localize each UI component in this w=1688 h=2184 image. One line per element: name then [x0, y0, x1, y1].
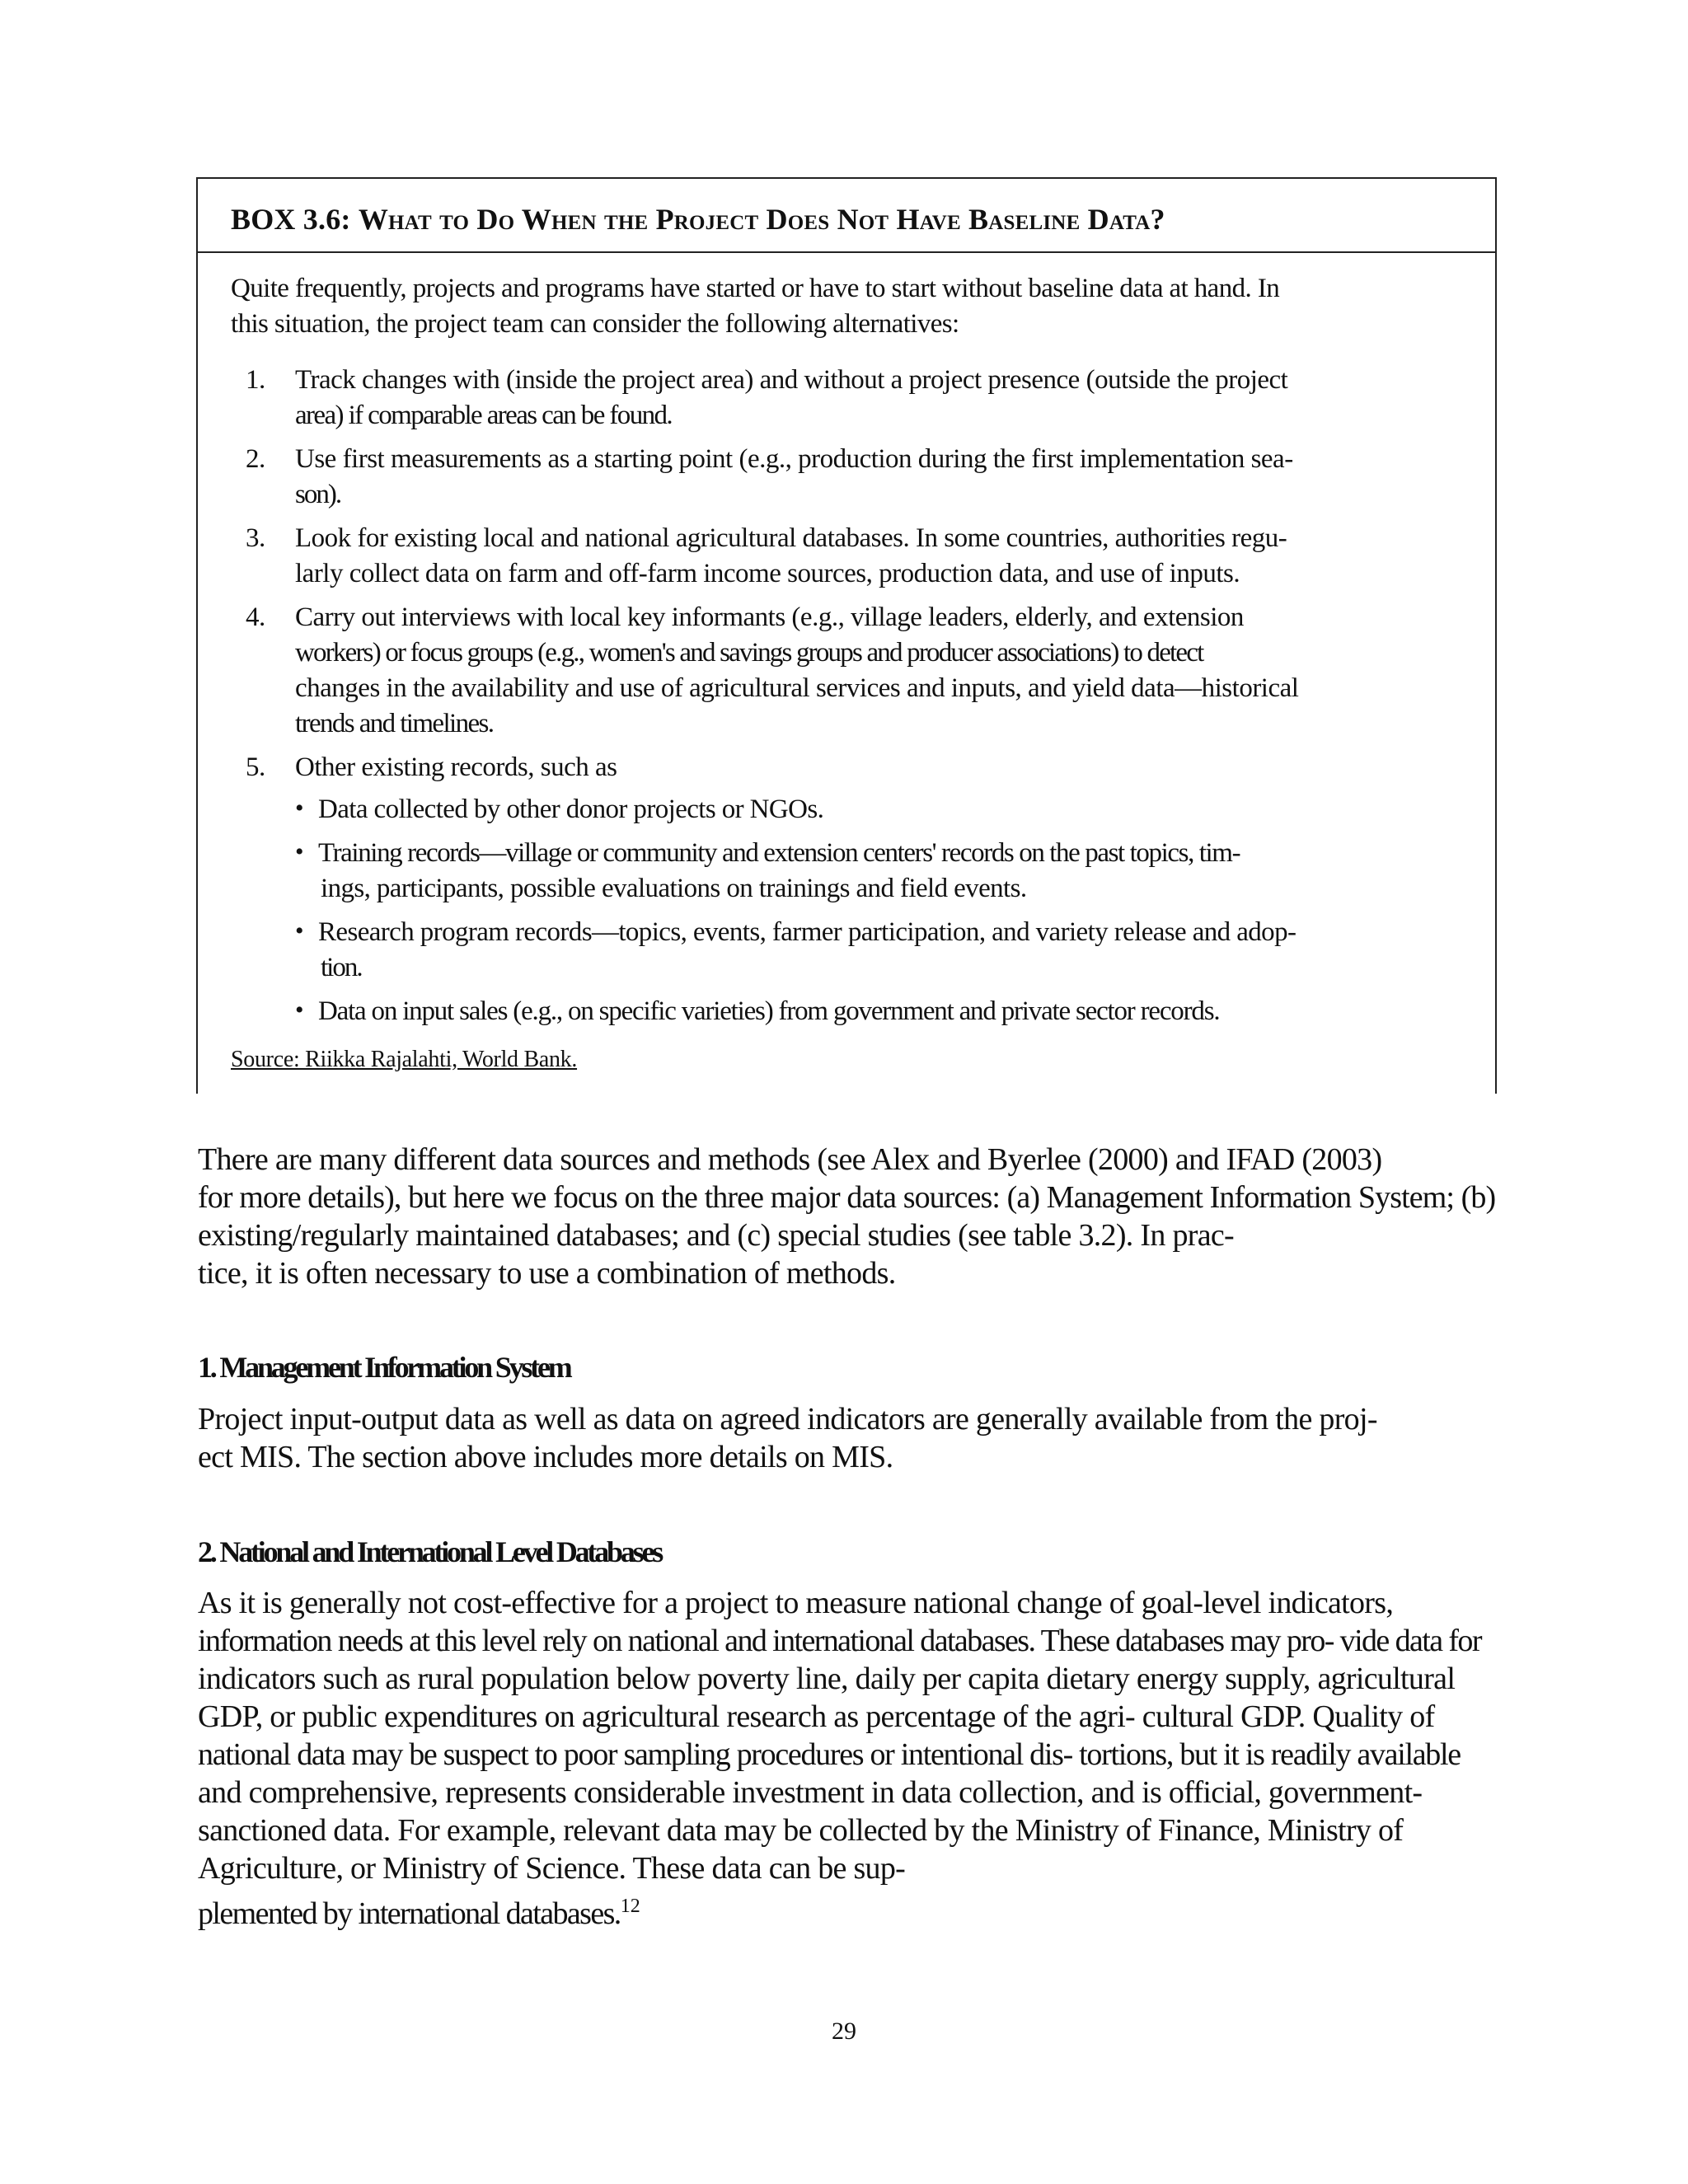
paragraph-line: ect MIS. The section above includes more details on MIS. [198, 1440, 893, 1474]
alternatives-list [231, 363, 1376, 1029]
alternative-item [231, 521, 1376, 592]
bullet-icon: • [295, 794, 303, 822]
intro-paragraph [198, 1141, 1517, 1292]
bullet-icon: • [295, 838, 303, 865]
alternative-number: 4. [246, 602, 265, 632]
record-item [295, 994, 1376, 1029]
section-heading-databases: 2. National and International Level Databases [198, 1535, 662, 1568]
paragraph-line: for more details), but here we focus on the three major data sources: (a) Management Information System; (b) [198, 1180, 1496, 1215]
box-source: Source: Riikka Rajalahti, World Bank. [231, 1047, 578, 1072]
alternative-line: larly collect data on farm and off-farm income sources, production data, and use of inputs. [295, 559, 1240, 588]
mis-paragraph [198, 1400, 1517, 1476]
paragraph-line: information needs at this level rely on national and international databases. These databases may pro- vide data for [198, 1624, 1481, 1658]
record-line: Data on input sales (e.g., on specific varieties) from government and private sector records. [318, 996, 1220, 1026]
alternative-line: Track changes with (inside the project area) and without a project presence (outside the project [295, 365, 1288, 395]
box-title-text: What to Do When the Project Does Not Have Baseline Data? [358, 203, 1165, 236]
alternative-number: 3. [246, 523, 265, 553]
alternative-item [231, 363, 1376, 434]
alternative-number: 2. [246, 444, 265, 474]
paragraph-line: existing/regularly maintained databases; and (c) special studies (see table 3.2). In prac- [198, 1218, 1234, 1253]
box-title-prefix: BOX 3.6: [231, 203, 359, 236]
box-title [198, 179, 1495, 253]
record-line: Research program records—topics, events, farmer participation, and variety release and adop- [318, 917, 1296, 947]
paragraph-line: indicators such as rural population below poverty line, daily per capita dietary energy supply, agricultural [198, 1661, 1456, 1696]
alternative-line: Look for existing local and national agricultural databases. In some countries, authorities regu- [295, 523, 1287, 553]
paragraph-line [198, 1887, 1517, 1933]
alternative-item [231, 600, 1376, 742]
paragraph-line-text: plemented by international databases. [198, 1896, 621, 1931]
alternative-line: Use first measurements as a starting point (e.g., production during the first implementation sea- [295, 444, 1293, 474]
box-intro-line: Quite frequently, projects and programs have started or have to start without baseline data at hand. In [231, 274, 1280, 303]
alternative-line: area) if comparable areas can be found. [295, 401, 673, 430]
box-intro [231, 271, 1376, 342]
paragraph-line: tice, it is often necessary to use a combination of methods. [198, 1256, 896, 1291]
alternative-line: changes in the availability and use of agricultural services and inputs, and yield data—historical [295, 673, 1299, 703]
record-line: Training records—village or community and extension centers' records on the past topics, tim- [318, 838, 1240, 868]
record-line: Data collected by other donor projects or NGOs. [318, 794, 824, 824]
alternative-line: son). [295, 480, 341, 509]
alternative-number: 5. [246, 752, 265, 782]
section-heading-mis: 1. Management Information System [198, 1351, 570, 1384]
page-number: 29 [832, 2018, 856, 2045]
box-intro-line: this situation, the project team can consider the following alternatives: [231, 309, 959, 339]
alternative-number: 1. [246, 365, 265, 395]
record-line: tion. [321, 953, 362, 982]
paragraph-line: There are many different data sources and methods (see Alex and Byerlee (2000) and IFAD (2003) [198, 1142, 1382, 1177]
paragraph-line: sanctioned data. For example, relevant data may be collected by the Ministry of Finance, Ministry of [198, 1813, 1404, 1848]
paragraph-line: and comprehensive, represents considerable investment in data collection, and is official, government- [198, 1775, 1423, 1810]
alternative-line: trends and timelines. [295, 709, 494, 738]
record-line: ings, participants, possible evaluations on trainings and field events. [321, 874, 1027, 903]
alternative-item [231, 750, 1376, 1029]
paragraph-line: GDP, or public expenditures on agricultural research as percentage of the agri- cultural GDP. Quality of [198, 1699, 1435, 1734]
record-item [295, 836, 1376, 907]
alternative-line: Other existing records, such as [295, 752, 617, 782]
footnote-reference[interactable]: 12 [620, 1896, 640, 1917]
databases-paragraph [198, 1584, 1517, 1933]
alternative-line: workers) or focus groups (e.g., women's and savings groups and producer associations) to detect [295, 638, 1203, 668]
paragraph-line: Agriculture, or Ministry of Science. These data can be sup- [198, 1851, 906, 1886]
paragraph-line: As it is generally not cost-effective for a project to measure national change of goal-level indicators, [198, 1586, 1394, 1620]
alternative-line: Carry out interviews with local key informants (e.g., village leaders, elderly, and extension [295, 602, 1244, 632]
bullet-icon: • [295, 996, 303, 1024]
baseline-data-box [196, 177, 1497, 1094]
paragraph-line: Project input-output data as well as data on agreed indicators are generally available from the proj- [198, 1402, 1377, 1436]
record-item [295, 915, 1376, 986]
bullet-icon: • [295, 917, 303, 944]
paragraph-line: national data may be suspect to poor sampling procedures or intentional dis- tortions, but it is readily available [198, 1737, 1461, 1772]
box-body [231, 271, 1376, 1038]
existing-records-list [295, 792, 1376, 1029]
record-item [295, 792, 1376, 827]
alternative-item [231, 442, 1376, 513]
